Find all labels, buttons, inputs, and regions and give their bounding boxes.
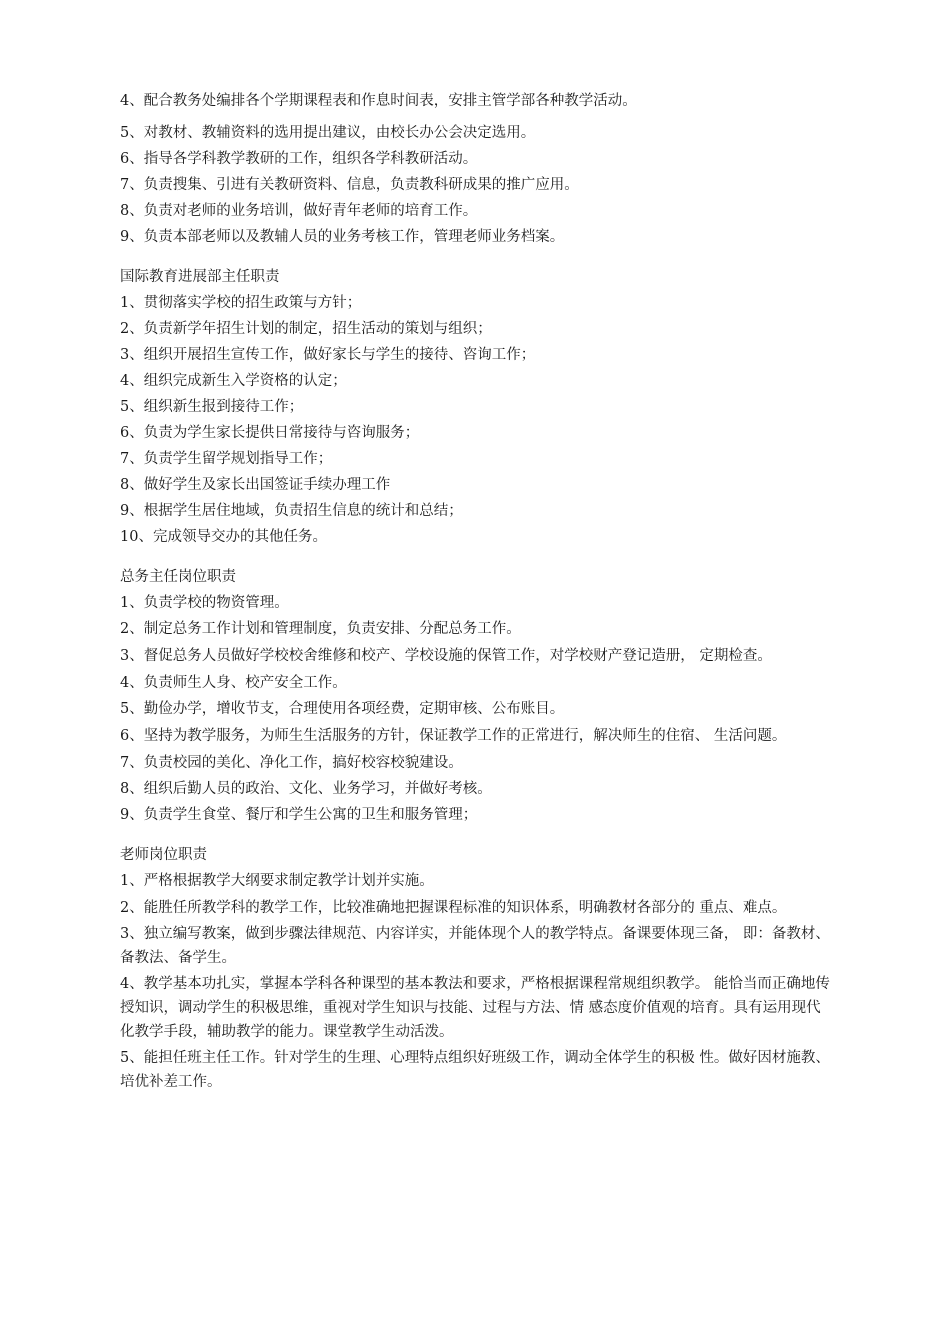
academic-duties-list (120, 88, 834, 250)
list-item: 5、对教材、教辅资料的选用提出建议，由校长办公会决定选用。 (120, 125, 536, 141)
list-item: 3、组织开展招生宣传工作，做好家长与学生的接待、咨询工作； (120, 347, 536, 363)
document-page (120, 88, 834, 1096)
section-title: 国际教育进展部主任职责 (120, 269, 280, 285)
list-item: 5、能担任班主任工作。针对学生的生理、心理特点组织好班级工作，调动全体学生的积极 性。做好因材施教、培优补差工作。 (120, 1050, 830, 1090)
list-item: 4、负责师生人身、校产安全工作。 (120, 675, 347, 691)
list-item: 7、负责搜集、引进有关教研资料、信息，负责教科研成果的推广应用。 (120, 177, 579, 193)
list-item: 1、负责学校的物资管理。 (120, 595, 289, 611)
international-section (120, 264, 834, 550)
list-item: 4、组织完成新生入学资格的认定； (120, 373, 347, 389)
list-item: 5、组织新生报到接待工作； (120, 399, 304, 415)
list-item: 9、负责本部老师以及教辅人员的业务考核工作，管理老师业务档案。 (120, 229, 565, 245)
list-item: 2、能胜任所教学科的教学工作，比较准确地把握课程标准的知识体系，明确教材各部分的 重点、难点。 (120, 900, 787, 916)
list-item: 9、负责学生食堂、餐厅和学生公寓的卫生和服务管理； (120, 807, 478, 823)
list-item: 10、完成领导交办的其他任务。 (120, 529, 327, 545)
list-item: 5、勤俭办学，增收节支，合理使用各项经费，定期审核、公布账目。 (120, 701, 565, 717)
list-item: 6、负责为学生家长提供日常接待与咨询服务； (120, 425, 420, 441)
list-item: 2、负责新学年招生计划的制定，招生活动的策划与组织； (120, 321, 492, 337)
section-title: 老师岗位职责 (120, 847, 207, 863)
list-item: 4、教学基本功扎实，掌握本学科各种课型的基本教法和要求，严格根据课程常规组织教学。 能恰当而正确地传授知识，调动学生的积极思维，重视对学生知识与技能、过程与方法、情 感态度价值观的培育。具有运用现代化教学手段，辅助教学的能力。课堂教学生动活泼。 (120, 976, 830, 1040)
list-item: 1、严格根据教学大纲要求制定教学计划并实施。 (120, 873, 434, 889)
list-item: 3、独立编写教案，做到步骤法律规范、内容详实，并能体现个人的教学特点。备课要体现三备， 即：备教材、备教法、备学生。 (120, 926, 830, 966)
list-item: 7、负责校园的美化、净化工作，搞好校容校貌建设。 (120, 755, 463, 771)
list-item: 4、配合教务处编排各个学期课程表和作息时间表，安排主管学部各种教学活动。 (120, 93, 637, 109)
list-item: 8、组织后勤人员的政治、文化、业务学习，并做好考核。 (120, 781, 492, 797)
list-item: 9、根据学生居住地域，负责招生信息的统计和总结； (120, 503, 463, 519)
list-item: 6、指导各学科教学教研的工作，组织各学科教研活动。 (120, 151, 478, 167)
list-item: 7、负责学生留学规划指导工作； (120, 451, 333, 467)
list-item: 8、做好学生及家长出国签证手续办理工作 (120, 477, 391, 493)
list-item: 1、贯彻落实学校的招生政策与方针； (120, 295, 362, 311)
general-affairs-section (120, 564, 834, 828)
list-item: 8、负责对老师的业务培训，做好青年老师的培育工作。 (120, 203, 478, 219)
teacher-section (120, 842, 834, 1094)
list-item: 6、坚持为教学服务，为师生生活服务的方针，保证教学工作的正常进行，解决师生的住宿、 生活问题。 (120, 728, 787, 744)
list-item: 3、督促总务人员做好学校校舍维修和校产、学校设施的保管工作，对学校财产登记造册， 定期检查。 (120, 648, 772, 664)
list-item: 2、制定总务工作计划和管理制度，负责安排、分配总务工作。 (120, 621, 521, 637)
section-title: 总务主任岗位职责 (120, 569, 236, 585)
